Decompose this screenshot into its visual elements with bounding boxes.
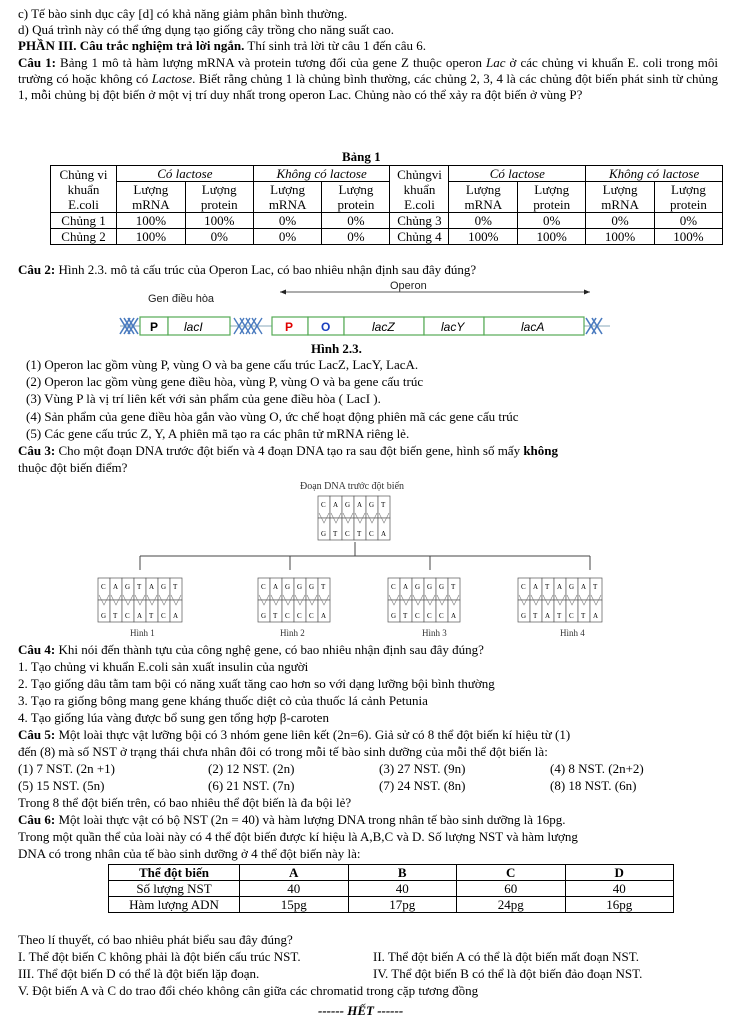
base-label: T bbox=[113, 612, 118, 620]
svg-text:lacI: lacI bbox=[184, 320, 203, 334]
base-label: C bbox=[391, 583, 396, 591]
cell: 0% bbox=[654, 213, 722, 229]
part-3-title: PHẦN III. Câu trắc nghiệm trả lời ngắn. bbox=[18, 38, 245, 53]
base-label: C bbox=[161, 612, 166, 620]
table1-with-lactose-right: Có lactose bbox=[449, 166, 586, 182]
q2-item-2: (2) Operon lac gồm vùng gene điều hòa, vùng P, vùng O và ba gene cấu trúc bbox=[26, 374, 424, 389]
q5-option: (4) 8 NST. (2n+2) bbox=[550, 761, 644, 776]
th: C bbox=[457, 865, 566, 881]
th-protein: Lượng protein bbox=[518, 182, 586, 213]
base-label: T bbox=[451, 583, 456, 591]
cell: 100% bbox=[117, 213, 186, 229]
q5-option: (5) 15 NST. (5n) bbox=[18, 778, 105, 793]
cell: Số lượng NST bbox=[109, 881, 240, 897]
cell: 0% bbox=[586, 213, 655, 229]
base-label: C bbox=[569, 612, 574, 620]
table-row bbox=[51, 213, 723, 229]
q1-text-c: . Biết rằng chủng 1 là chủng bình thường, các chủng 2, 3, 4 là các chủng đột biến phát sinh từ chủng 1, mỗi chủng bị đột biến ở một vị trí duy nhất trong operon Lac. Chủng nào có thể xảy ra đột biến ở vùng P? bbox=[18, 71, 718, 103]
base-label: G bbox=[369, 501, 375, 509]
q1-label: Câu 1: bbox=[18, 55, 56, 70]
q1-text-b: ở các chủng vi khuẩn E. coli trong môi trường có hoặc không có bbox=[18, 55, 718, 87]
table-row bbox=[109, 897, 674, 913]
table-1 bbox=[50, 165, 723, 245]
q5-option: (3) 27 NST. (9n) bbox=[379, 761, 466, 776]
base-label: A bbox=[333, 501, 339, 509]
base-label: C bbox=[261, 583, 266, 591]
cell: 0% bbox=[253, 213, 322, 229]
base-label: A bbox=[273, 583, 279, 591]
table1-strain-header-right: Chủngvi khuẩn E.coli bbox=[390, 166, 449, 213]
base-label: A bbox=[581, 583, 587, 591]
dna-mutation-figure bbox=[90, 478, 650, 640]
base-label: T bbox=[273, 612, 278, 620]
th: D bbox=[565, 865, 674, 881]
q5-option: (1) 7 NST. (2n +1) bbox=[18, 761, 115, 776]
operon-label: Operon bbox=[390, 280, 427, 292]
table-6 bbox=[108, 864, 674, 913]
base-label: C bbox=[521, 583, 526, 591]
base-label: C bbox=[101, 583, 106, 591]
base-label: C bbox=[345, 530, 350, 538]
base-label: T bbox=[149, 612, 154, 620]
base-label: G bbox=[391, 612, 397, 620]
base-label: A bbox=[381, 530, 387, 538]
q1-lac: Lac bbox=[486, 55, 506, 70]
th-mrna: Lượng mRNA bbox=[449, 182, 518, 213]
svg-text:lacA: lacA bbox=[521, 320, 545, 334]
base-label: C bbox=[309, 612, 314, 620]
end-marker: ------ HẾT ------ bbox=[318, 1003, 404, 1018]
svg-text:lacY: lacY bbox=[441, 320, 465, 334]
cell: Chủng 1 bbox=[51, 213, 117, 229]
q4-item-4: 4. Tạo giống lúa vàng được bổ sung gen tổng hợp β-caroten bbox=[18, 710, 329, 725]
th-mrna: Lượng mRNA bbox=[253, 182, 322, 213]
fig-label-1: Hình 1 bbox=[130, 628, 155, 638]
base-label: G bbox=[261, 612, 267, 620]
base-label: G bbox=[101, 612, 107, 620]
base-label: T bbox=[545, 583, 550, 591]
q2-item-4: (4) Sản phẩm của gene điều hòa gắn vào vùng O, ức chế hoạt động phiên mã các gene cấu trúc bbox=[26, 409, 519, 424]
cell: 40 bbox=[348, 881, 457, 897]
table1-without-lactose-right: Không có lactose bbox=[586, 166, 723, 182]
base-label: A bbox=[451, 612, 457, 620]
q6-statement-4: IV. Thể đột biến B có thể là đột biến đảo đoạn NST. bbox=[373, 966, 643, 981]
base-label: T bbox=[173, 583, 178, 591]
cell: Chủng 3 bbox=[390, 213, 449, 229]
th-mrna: Lượng mRNA bbox=[586, 182, 655, 213]
question-6: Câu 6: Một loài thực vật có bộ NST (2n = 40) và hàm lượng DNA trong nhân tế bào sinh dưỡng là 16pg. bbox=[18, 812, 566, 827]
base-label: A bbox=[149, 583, 155, 591]
cell: 100% bbox=[518, 229, 586, 245]
cell: 0% bbox=[253, 229, 322, 245]
svg-text:P: P bbox=[285, 320, 294, 334]
base-label: A bbox=[533, 583, 539, 591]
th: A bbox=[240, 865, 349, 881]
q6-statement-3: III. Thể đột biến D có thể là đột biến lặp đoạn. bbox=[18, 966, 260, 981]
cell: 40 bbox=[240, 881, 349, 897]
part-3-header bbox=[18, 38, 718, 54]
base-label: A bbox=[321, 612, 327, 620]
base-label: A bbox=[403, 583, 409, 591]
base-label: G bbox=[285, 583, 291, 591]
statement-c: c) Tế bào sinh dục cây [d] có khả năng giảm phân bình thường. bbox=[18, 6, 348, 21]
base-label: A bbox=[545, 612, 551, 620]
regulator-label: Gen điều hòa bbox=[148, 293, 215, 305]
table1-with-lactose: Có lactose bbox=[117, 166, 254, 182]
q5-option: (2) 12 NST. (2n) bbox=[208, 761, 295, 776]
arrow-head-left bbox=[280, 290, 286, 295]
base-label: T bbox=[137, 583, 142, 591]
base-label: A bbox=[113, 583, 119, 591]
base-label: T bbox=[533, 612, 538, 620]
base-label: A bbox=[593, 612, 599, 620]
q3-line-2: thuộc đột biến điểm? bbox=[18, 460, 128, 475]
th: B bbox=[348, 865, 457, 881]
q6-question: Theo lí thuyết, có bao nhiêu phát biểu sau đây đúng? bbox=[18, 932, 293, 947]
q6-line-3: DNA có trong nhân của tế bào sinh dưỡng ở 4 thể đột biến này là: bbox=[18, 846, 361, 861]
base-label: C bbox=[285, 612, 290, 620]
base-label: T bbox=[581, 612, 586, 620]
question-1 bbox=[18, 55, 718, 104]
base-label: A bbox=[357, 501, 363, 509]
base-label: C bbox=[321, 501, 326, 509]
question-4: Câu 4: Khi nói đến thành tựu của công nghệ gene, có bao nhiêu nhận định sau đây đúng? bbox=[18, 642, 484, 657]
table1-caption: Bảng 1 bbox=[342, 149, 381, 164]
q2-item-3: (3) Vùng P là vị trí liên kết với sản phẩm của gene điều hòa ( LacI ). bbox=[26, 391, 381, 406]
q5-line-2: đến (8) mà số NST ở trạng thái chưa nhân đôi có trong mỗi tế bào sinh dưỡng của mỗi thể đột biến là: bbox=[18, 744, 548, 759]
fig-label-4: Hình 4 bbox=[560, 628, 585, 638]
q4-item-1: 1. Tạo chủng vi khuẩn E.coli sản xuất insulin của người bbox=[18, 659, 309, 674]
q2-item-5: (5) Các gene cấu trúc Z, Y, A phiên mã tạo ra các phân tử mRNA riêng lẻ. bbox=[26, 426, 410, 441]
base-label: G bbox=[439, 583, 445, 591]
q6-statement-5: V. Đột biến A và C do trao đổi chéo không cân giữa các chromatid trong cặp tương đồng bbox=[18, 983, 479, 998]
dna-figure-4 bbox=[518, 578, 602, 622]
base-label: T bbox=[403, 612, 408, 620]
q6-line-2: Trong một quần thể của loài này có 4 thể đột biến được kí hiệu là A,B,C và D. Số lượng NST và hàm lượng bbox=[18, 829, 578, 844]
cell: 100% bbox=[586, 229, 655, 245]
dna-figure-1 bbox=[98, 578, 182, 622]
question-2 bbox=[18, 262, 718, 278]
cell: 0% bbox=[449, 213, 518, 229]
base-label: T bbox=[557, 612, 562, 620]
q5-question: Trong 8 thể đột biến trên, có bao nhiêu thể đột biến là đa bội lẻ? bbox=[18, 795, 352, 810]
base-label: A bbox=[173, 612, 179, 620]
q1-text-a: Bảng 1 mô tả hàm lượng mRNA và protein tương đối của gene Z thuộc operon bbox=[55, 55, 486, 70]
th: Thể đột biến bbox=[109, 865, 240, 881]
dna-before-title: Đoạn DNA trước đột biến bbox=[300, 481, 405, 492]
fig-label-3: Hình 3 bbox=[422, 628, 447, 638]
base-label: A bbox=[557, 583, 563, 591]
base-label: G bbox=[427, 583, 433, 591]
q4-item-3: 3. Tạo ra giống bông mang gene kháng thuốc diệt cỏ của thuốc lá cảnh Petunia bbox=[18, 693, 428, 708]
cell: Chủng 2 bbox=[51, 229, 117, 245]
cell: 100% bbox=[117, 229, 186, 245]
q3-bold: không bbox=[523, 443, 559, 458]
q1-lactose: Lactose bbox=[151, 71, 193, 87]
cell: 0% bbox=[322, 213, 390, 229]
base-label: G bbox=[309, 583, 315, 591]
cell: 60 bbox=[457, 881, 566, 897]
q2-text: Hình 2.3. mô tả cấu trúc của Operon Lac, có bao nhiêu nhận định sau đây đúng? bbox=[55, 262, 477, 277]
q4-item-2: 2. Tạo giống dâu tằm tam bội có năng xuất tăng cao hơn so với dạng lưỡng bội bình thường bbox=[18, 676, 495, 691]
base-label: G bbox=[415, 583, 421, 591]
base-label: T bbox=[321, 583, 326, 591]
cell: 100% bbox=[185, 213, 253, 229]
q2-item-1: (1) Operon lac gồm vùng P, vùng O và ba gene cấu trúc LacZ, LacY, LacA. bbox=[26, 357, 419, 372]
base-label: C bbox=[427, 612, 432, 620]
base-label: A bbox=[137, 612, 143, 620]
q5-option: (7) 24 NST. (8n) bbox=[379, 778, 466, 793]
cell: 24pg bbox=[457, 897, 566, 913]
base-label: C bbox=[439, 612, 444, 620]
q6-statement-2: II. Thể đột biến A có thể là đột biến mất đoạn NST. bbox=[373, 949, 639, 964]
cell: 40 bbox=[565, 881, 674, 897]
dna-original bbox=[318, 496, 390, 540]
q5-option: (6) 21 NST. (7n) bbox=[208, 778, 295, 793]
base-label: C bbox=[125, 612, 130, 620]
cell: 16pg bbox=[565, 897, 674, 913]
svg-text:O: O bbox=[321, 320, 331, 334]
cell: 0% bbox=[518, 213, 586, 229]
arrow-head-right bbox=[584, 290, 590, 295]
base-label: T bbox=[357, 530, 362, 538]
th-protein: Lượng protein bbox=[322, 182, 390, 213]
th-protein: Lượng protein bbox=[654, 182, 722, 213]
base-label: T bbox=[593, 583, 598, 591]
cell: Hàm lượng ADN bbox=[109, 897, 240, 913]
base-label: G bbox=[125, 583, 131, 591]
question-3 bbox=[18, 443, 718, 459]
dna-figure-3 bbox=[388, 578, 460, 622]
base-label: G bbox=[161, 583, 167, 591]
svg-text:lacZ: lacZ bbox=[372, 320, 395, 334]
part-3-instructions: Thí sinh trả lời từ câu 1 đến câu 6. bbox=[244, 38, 426, 53]
q3-label: Câu 3: bbox=[18, 443, 56, 458]
th-mrna: Lượng mRNA bbox=[117, 182, 186, 213]
base-label: G bbox=[321, 530, 327, 538]
base-label: C bbox=[415, 612, 420, 620]
base-label: T bbox=[333, 530, 338, 538]
question-5: Câu 5: Một loài thực vật lưỡng bội có 3 nhóm gene liên kết (2n=6). Giả sử có 8 thể đột biến kí hiệu từ (1) bbox=[18, 727, 571, 742]
cell: 100% bbox=[449, 229, 518, 245]
operon-diagram bbox=[110, 280, 610, 340]
base-label: G bbox=[521, 612, 527, 620]
cell: 17pg bbox=[348, 897, 457, 913]
q2-label: Câu 2: bbox=[18, 262, 56, 277]
cell: 0% bbox=[185, 229, 253, 245]
table-row bbox=[51, 229, 723, 245]
table1-strain-header: Chủng vi khuẩn E.coli bbox=[51, 166, 117, 213]
table-row bbox=[109, 881, 674, 897]
statement-d: d) Quá trình này có thể ứng dụng tạo giống cây trồng cho năng suất cao. bbox=[18, 22, 395, 37]
base-label: C bbox=[369, 530, 374, 538]
base-label: C bbox=[297, 612, 302, 620]
cell: 15pg bbox=[240, 897, 349, 913]
base-label: G bbox=[569, 583, 575, 591]
q6-statement-1: I. Thể đột biến C không phải là đột biến cấu trúc NST. bbox=[18, 949, 301, 964]
base-label: G bbox=[345, 501, 351, 509]
cell: 0% bbox=[322, 229, 390, 245]
figure-2-3-caption: Hình 2.3. bbox=[311, 341, 362, 356]
cell: Chủng 4 bbox=[390, 229, 449, 245]
th-protein: Lượng protein bbox=[185, 182, 253, 213]
base-label: G bbox=[297, 583, 303, 591]
q5-option: (8) 18 NST. (6n) bbox=[550, 778, 637, 793]
table1-without-lactose: Không có lactose bbox=[253, 166, 390, 182]
dna-figure-2 bbox=[258, 578, 330, 622]
svg-text:P: P bbox=[150, 320, 159, 334]
cell: 100% bbox=[654, 229, 722, 245]
fig-label-2: Hình 2 bbox=[280, 628, 305, 638]
base-label: T bbox=[381, 501, 386, 509]
q3-text: Cho một đoạn DNA trước đột biến và 4 đoạn DNA tạo ra sau đột biến gene, hình số mấy bbox=[55, 443, 524, 458]
